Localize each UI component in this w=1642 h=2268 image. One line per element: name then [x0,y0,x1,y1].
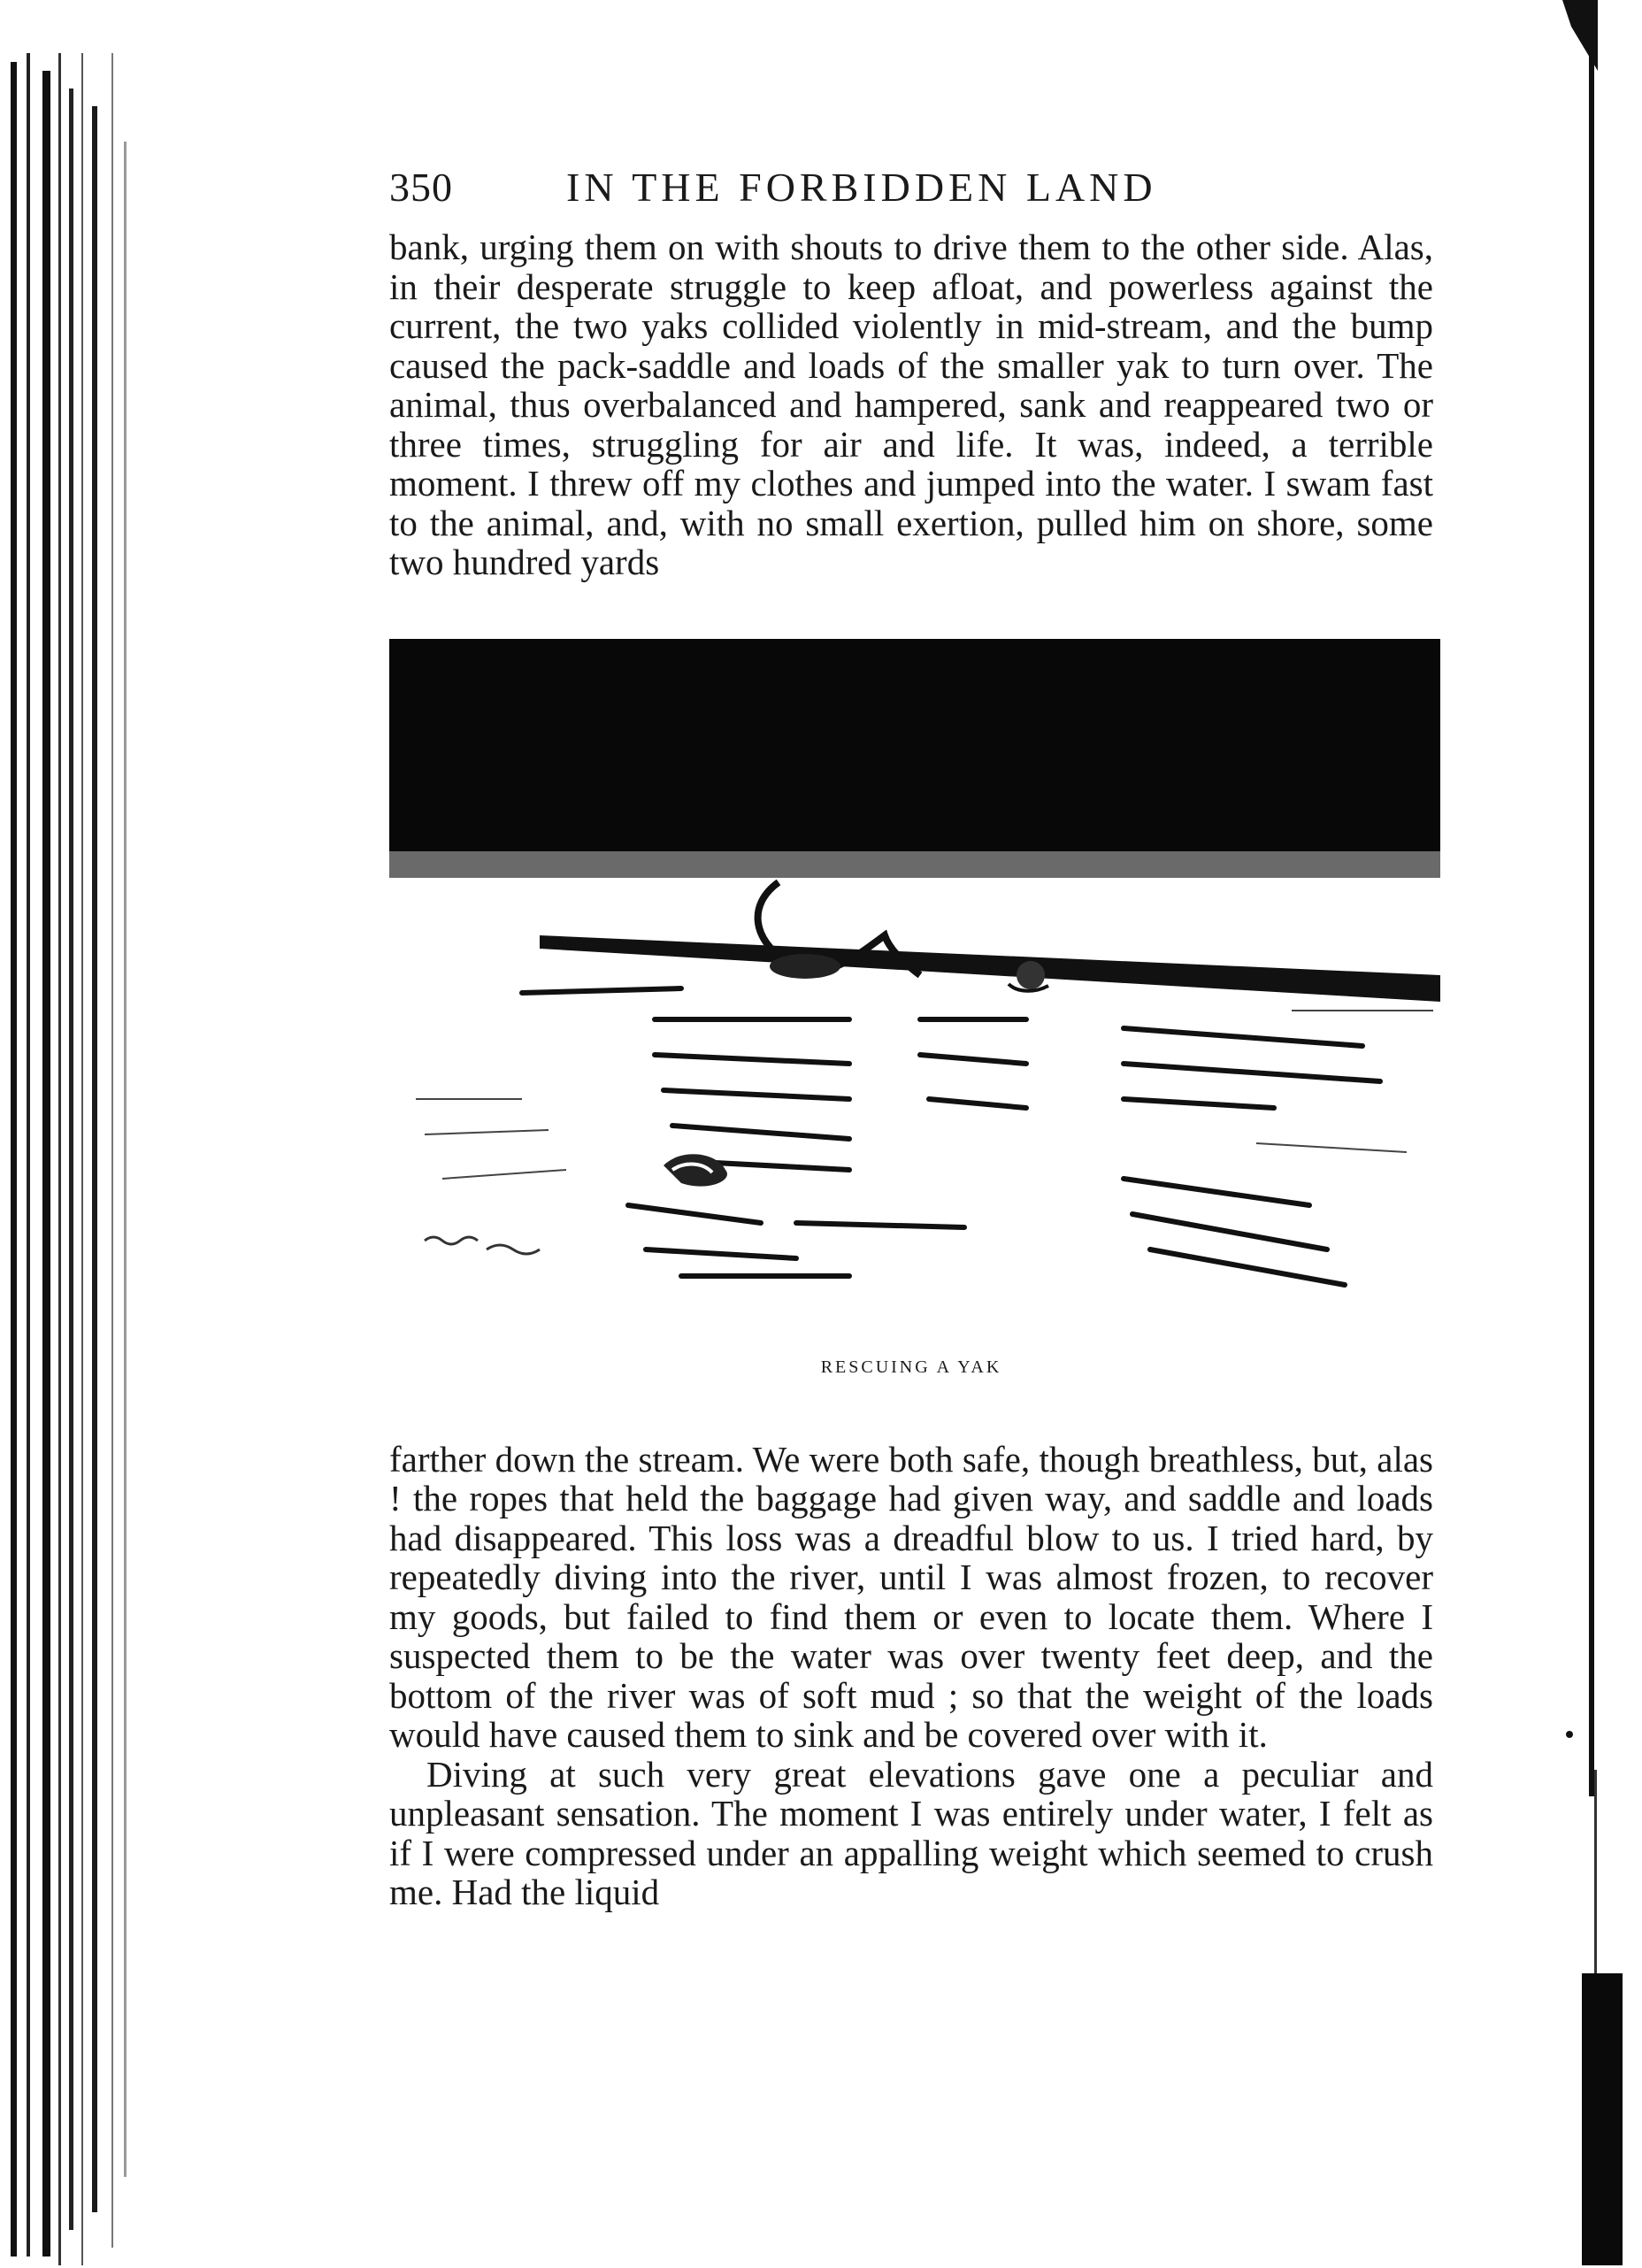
paragraph-top: bank, urging them on with shouts to drive them to the other side. Alas, in their desperate struggle to keep afloat, and powerless against the current, the two yaks collided violently in mid-stream, and the bump caused the pack-saddle and loads of the smaller yak to turn over. The animal, thus overbalanced and hampered, sank and reappeared two or three times, struggling for air and life. It was, indeed, a terrible moment. I threw off my clothes and jumped into the water. I swam fast to the animal, and, with no small exertion, pulled him on shore, some two hundred yards [389,227,1433,582]
illustration-drawing [389,639,1440,1311]
book-title: IN THE FORBIDDEN LAND [566,165,1157,210]
scan-left-edge [0,53,142,2265]
figure-caption: RESCUING A YAK [820,1357,1002,1377]
paragraph-last: Diving at such very great elevations gave one a peculiar and unpleasant sensation. The moment I was entirely under water, I felt as if I were compressed under an appalling weight which seemed to crush me. Had the liquid [389,1753,1433,1912]
running-header [389,164,1433,227]
illustration-rescuing-a-yak [389,639,1440,1311]
paragraph-after-figure: farther down the stream. We were both safe, though breathless, but, alas ! the ropes that held the baggage had given way, and saddle and loads had disappeared. This loss was a dreadful blow to us. I tried hard, by repeatedly diving into the river, until I was almost frozen, to recover my goods, but failed to find them or even to locate them. Where I suspected them to be the water was over twenty feet deep, and the bottom of the river was of soft mud ; so that the weight of the loads would have caused them to sink and be covered over with it. [389,1438,1433,1755]
page-number: 350 [389,165,453,210]
scan-right-edge [1562,0,1642,2268]
book-page [389,164,1433,1912]
